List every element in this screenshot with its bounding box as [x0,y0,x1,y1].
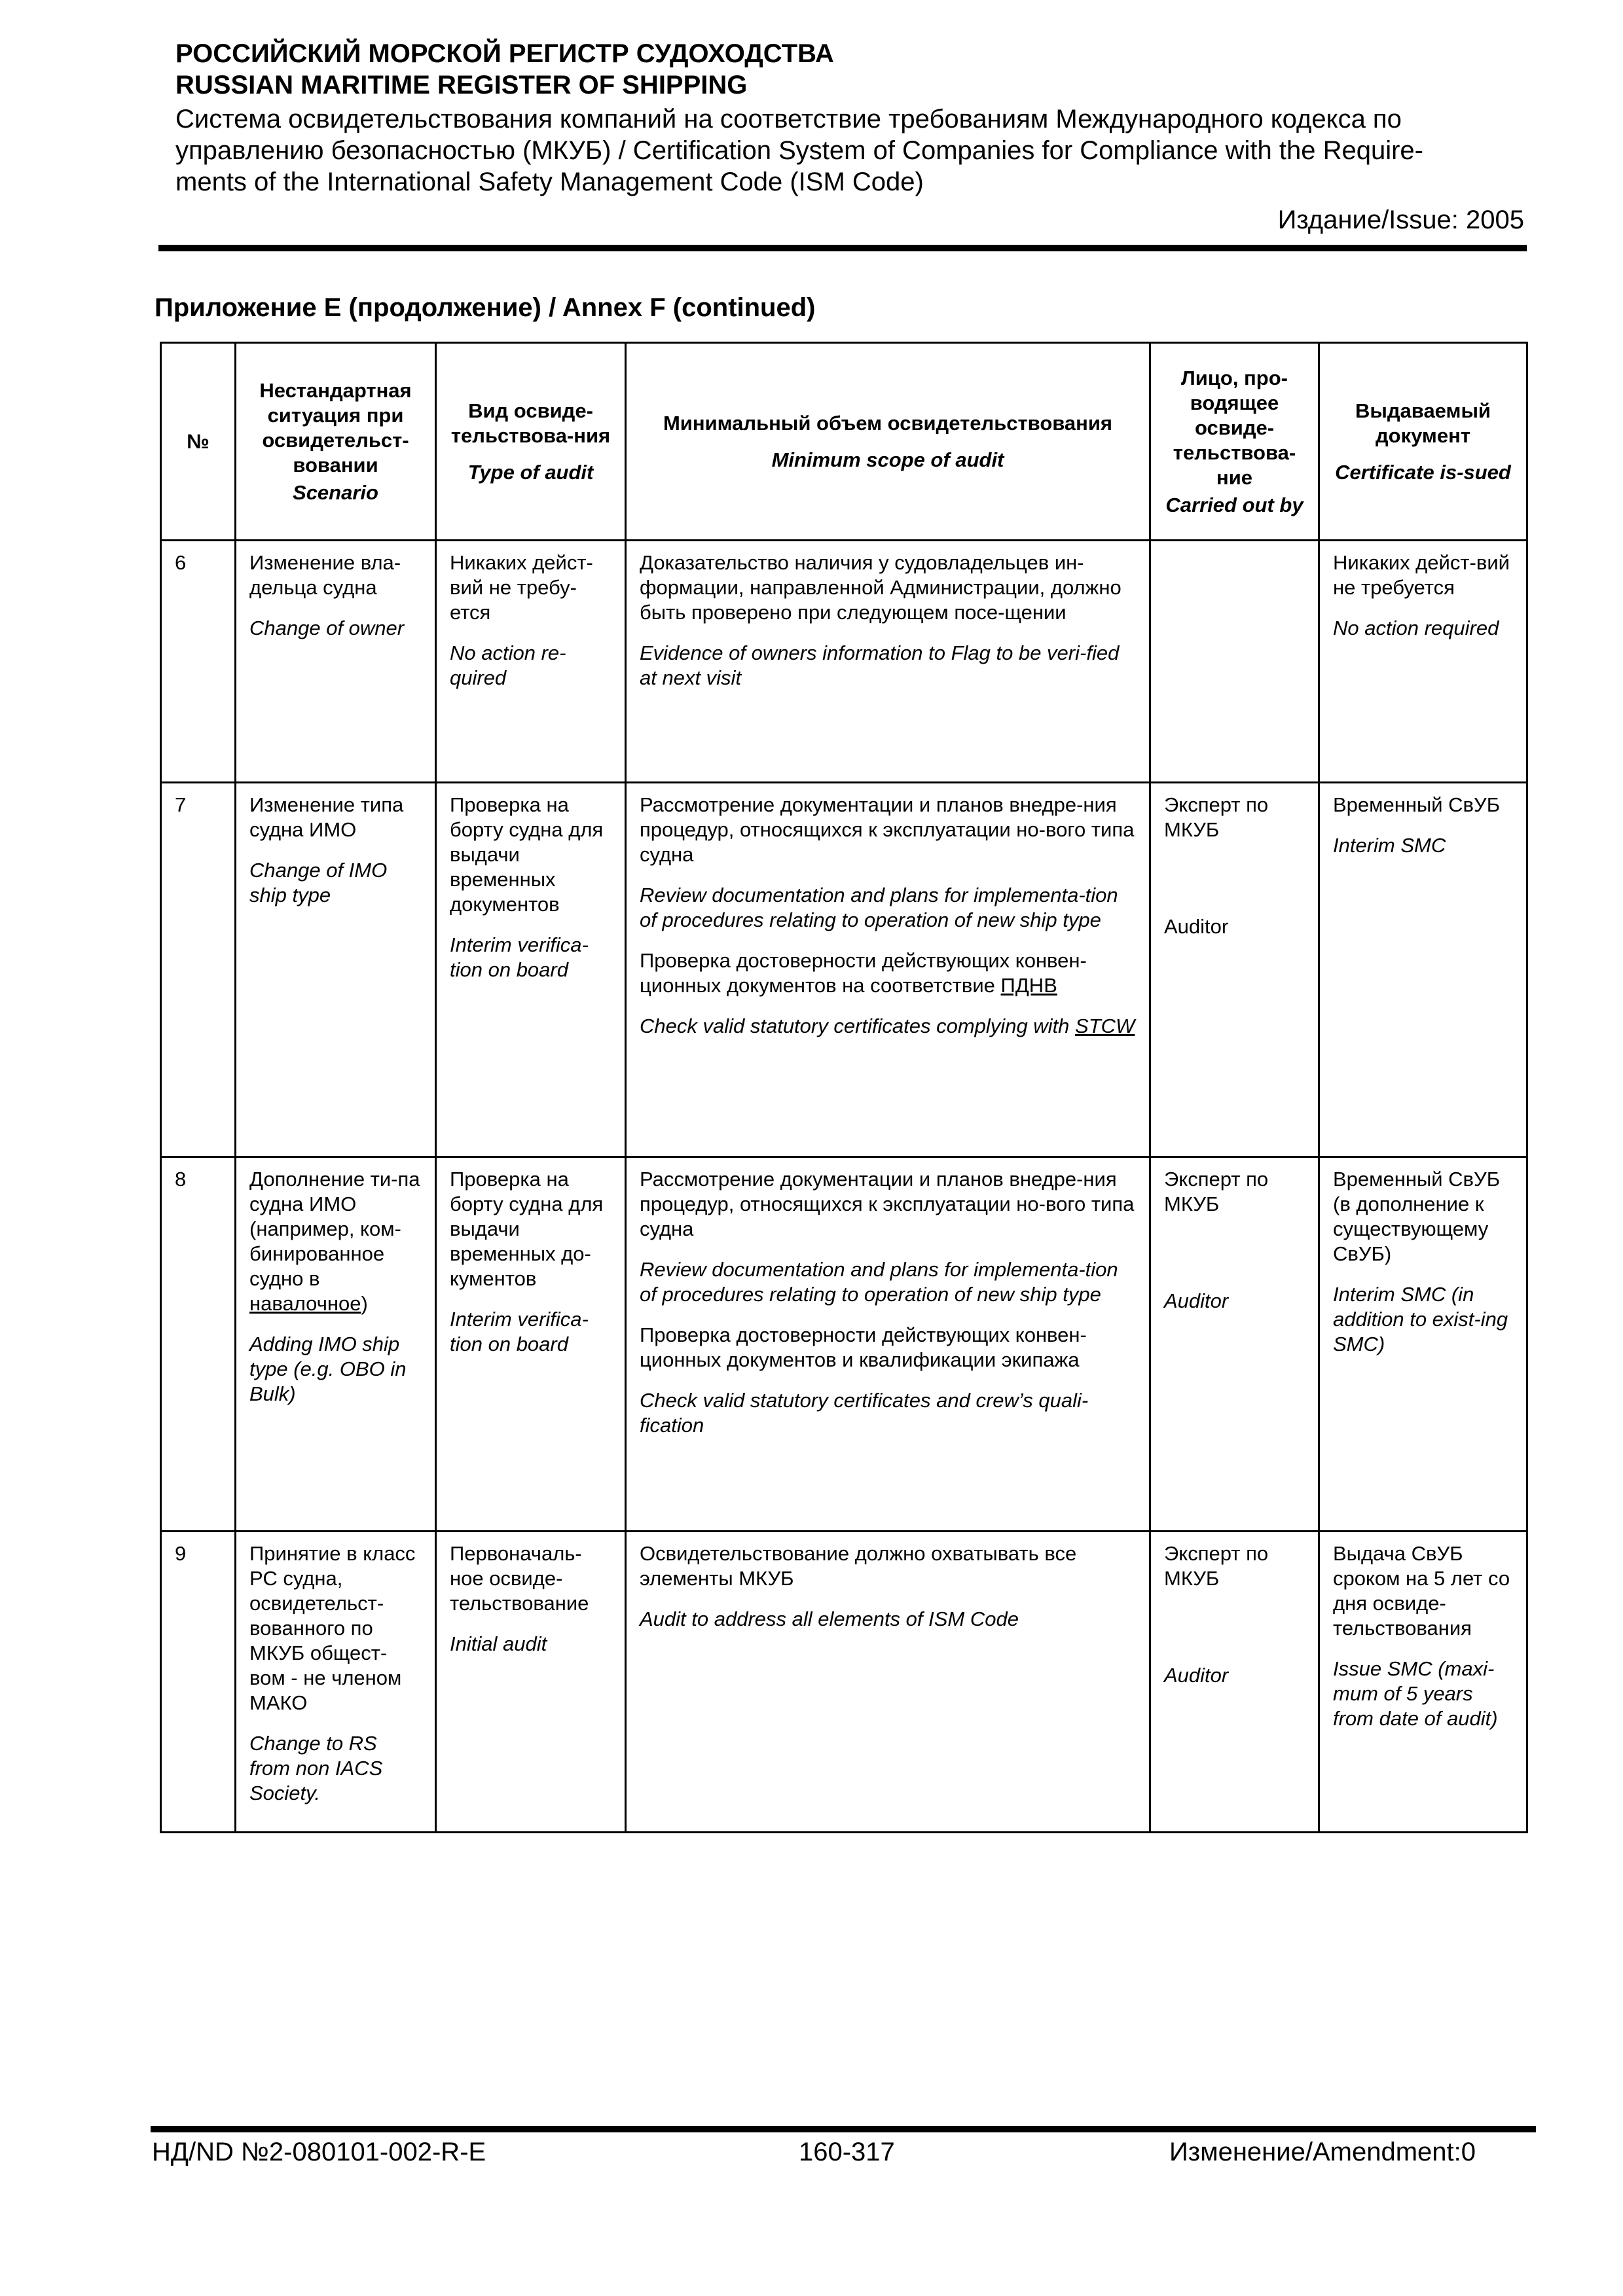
issue-label: Издание/Issue: 2005 [1277,206,1524,234]
cell-no: 7 [161,783,236,1157]
org-name-en: RUSSIAN MARITIME REGISTER OF SHIPPING [175,71,748,99]
annex-title: Приложение E (продолжение) / Annex F (continued) [155,293,816,322]
table-header-row [161,343,1527,541]
header-divider [158,245,1527,251]
cell-minimum-scope: Рассмотрение документации и планов внедре-ния процедур, относящихся к эксплуатации но-вого типа судна Review documentation and plans for implementa-tion of procedures relating to operation of new ship type Проверка достоверности действующих конвен-ционных документов и квалификации экипажа Check valid statutory certificates and crew’s quali-fication [626,1157,1150,1532]
cell-certificate-issued: Временный СвУБ Interim SMC [1319,783,1527,1157]
header-no: № [161,343,236,541]
header-certificate-issued: Выдаваемый документ Certificate is-sued [1319,343,1527,541]
system-title-line-2: управлению безопасностью (МКУБ) / Certification System of Companies for Compliance with the Require- [175,136,1423,165]
cell-minimum-scope: Освидетельствование должно охватывать все элементы МКУБ Audit to address all elements of ISM Code [626,1532,1150,1833]
table-row [161,783,1527,1157]
system-title [175,103,1524,198]
cell-carried-out-by [1150,541,1319,783]
header-minimum-scope: Минимальный объем освидетельствования Minimum scope of audit [626,343,1150,541]
bulk-link-text: навалочное [249,1292,361,1315]
cell-carried-out-by: Эксперт по МКУБ Auditor [1150,1532,1319,1833]
doc-number: НД/ND №2-080101-002-R-E [152,2138,486,2166]
cell-carried-out-by: Эксперт по МКУБ Auditor [1150,1157,1319,1532]
page-number: 160-317 [799,2138,895,2166]
header-scenario: Нестандартная ситуация при освидетельст-вовании Scenario [236,343,436,541]
cell-certificate-issued: Никаких дейст-вий не требуется No action required [1319,541,1527,783]
footer-divider [151,2126,1536,2132]
cell-carried-out-by: Эксперт по МКУБ Auditor [1150,783,1319,1157]
header-type-of-audit: Вид освиде-тельствова-ния Type of audit [436,343,626,541]
cell-no: 9 [161,1532,236,1833]
page-header [175,38,1524,236]
stcw-ru-link-text: ПДНВ [1000,974,1057,997]
table-row [161,541,1527,783]
amendment-label: Изменение/Amendment:0 [1169,2138,1476,2166]
org-name-ru: РОССИЙСКИЙ МОРСКОЙ РЕГИСТР СУДОХОДСТВА [175,39,834,68]
table-row [161,1157,1527,1532]
stcw-en-link-text: STCW [1075,1014,1135,1037]
cell-type-of-audit: Проверка на борту судна для выдачи временных документов Interim verifica-tion on board [436,783,626,1157]
header-carried-out-by: Лицо, про-водящее освиде-тельствова-ние Carried out by [1150,343,1319,541]
cell-scenario: Дополнение ти-па судна ИМО (например, ком-бинированное судно в навалочное) Adding IMO ship type (e.g. OBO in Bulk) [236,1157,436,1532]
cell-type-of-audit: Никаких дейст-вий не требу-ется No action re-quired [436,541,626,783]
cell-type-of-audit: Проверка на борту судна для выдачи временных до-кументов Interim verifica-tion on board [436,1157,626,1532]
cell-minimum-scope: Рассмотрение документации и планов внедре-ния процедур, относящихся к эксплуатации но-вого типа судна Review documentation and plans for implementa-tion of procedures relating to operation of new ship type Проверка достоверности действующих конвен-ционных документов на соответствие ПДНВ Check valid statutory certificates complying with STCW [626,783,1150,1157]
cell-scenario: Изменение типа судна ИМО Change of IMO ship type [236,783,436,1157]
cell-no: 6 [161,541,236,783]
cell-scenario: Принятие в класс РС судна, освидетельст-вованного по МКУБ общест-вом - не членом МАКО Change to RS from non IACS Society. [236,1532,436,1833]
system-title-line-1: Система освидетельствования компаний на соответствие требованиям Международного кодекса по [175,105,1402,134]
system-title-line-3: ments of the International Safety Management Code (ISM Code) [175,168,924,196]
cell-minimum-scope: Доказательство наличия у судовладельцев ин-формации, направленной Администрации, должно быть проверено при следующем посе-щении Evidence of owners information to Flag to be veri-fied at next visit [626,541,1150,783]
cell-certificate-issued: Выдача СвУБ сроком на 5 лет со дня освиде-тельствования Issue SMC (maxi-mum of 5 years from date of audit) [1319,1532,1527,1833]
audit-scenarios-table [160,342,1528,1833]
cell-scenario: Изменение вла-дельца судна Change of owner [236,541,436,783]
cell-no: 8 [161,1157,236,1532]
table-row [161,1532,1527,1833]
cell-type-of-audit: Первоначаль-ное освиде-тельствование Initial audit [436,1532,626,1833]
cell-certificate-issued: Временный СвУБ (в дополнение к существующему СвУБ) Interim SMC (in addition to exist-ing SMC) [1319,1157,1527,1532]
